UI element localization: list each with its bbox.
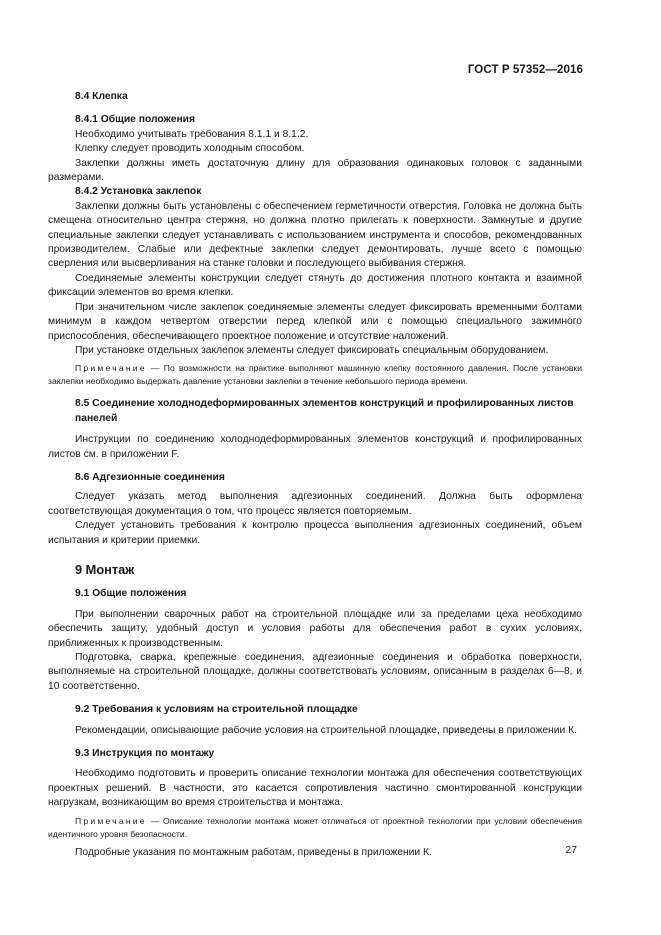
paragraph: Клепку следует проводить холодным способом. [75, 143, 305, 155]
section-8-4-2-heading: 8.4.2 Установка заклепок [75, 186, 202, 198]
paragraph: Следует указать метод выполнения адгезионных соединений. Должна быть оформлена соответствующая документация о том, что процесс является повторяемым. [48, 491, 582, 517]
paragraph: Заклепки должны быть установлены с обеспечением герметичности отверстия. Головка не должна быть смещена относительно центра стержня, но должна плотно прилегать к поверхности. Замкнутые и другие специальные заклепки следует устанавливать с использованием инструмента и способов, рекомендованных производителем. Слабые или дефектные заклепки следует демонтировать, лучше всего с помощью сверления или высверливания на станке головки и последующего выбивания стержня. [48, 200, 582, 270]
section-8-4-heading: 8.4 Клепка [75, 91, 128, 102]
paragraph: При значительном числе заклепок соединяемые элементы следует фиксировать временными болтами минимум в каждом четвертом отверстии перед клепкой или с помощью специального зажимного приспособления, обеспечивающего проектное положение и отсутствие наложений. [48, 301, 582, 342]
note-label: Примечание [75, 363, 147, 374]
section-8-6-heading: 8.6 Адгезионные соединения [75, 471, 225, 483]
section-9-heading: 9 Монтаж [75, 561, 135, 577]
note [48, 362, 582, 388]
section-8-5-heading: 8.5 Соединение холоднодеформированных элементов конструкций и профилированных листов панелей [75, 398, 574, 424]
paragraph: Заклепки должны иметь достаточную длину для образования одинаковых головок с заданными размерами. [48, 157, 582, 184]
paragraph: Необходимо учитывать требования 8.1.1 и 8.1.2. [75, 128, 309, 140]
paragraph: Необходимо подготовить и проверить описание технологии монтажа для обеспечения соответствующих проектных решений. В частности, это касается сопротивления частично смонтированной конструкции нагрузкам, возникающим во время строительства и монтажа. [48, 768, 582, 809]
paragraph: При установке отдельных заклепок элементы следует фиксировать специальным оборудованием. [75, 344, 549, 356]
note [48, 815, 582, 841]
note-text: — Описание технологии монтажа может отличаться от проектной технологии при условии обеспечения идентичного уровня безопасности. [48, 815, 582, 839]
note-text: — По возможности на практике выполняют машинную клепку постоянного давления. После установки заклепки необходимо выдержать давление установки заклепки в течение небольшого периода времени. [48, 363, 582, 387]
section-8-4-1-heading: 8.4.1 Общие положения [75, 114, 195, 126]
paragraph: При выполнении сварочных работ на строительной площадке или за пределами цеха необходимо обеспечить защиту, удобный доступ и условия работы для обеспечения работ в сухих условиях, приближенных к производственным. [48, 608, 582, 649]
paragraph: Соединяемые элементы конструкции следует стянуть до достижения плотного контакта и взаимной фиксации элементов во время клепки. [48, 272, 582, 299]
note-label: Примечание [75, 815, 147, 826]
paragraph: Инструкции по соединению холоднодеформированных элементов конструкций и профилированных листов см. в приложении F. [48, 434, 582, 460]
paragraph: Следует установить требования к контролю процесса выполнения адгезионных соединений, объем испытания и критерии приемки. [48, 520, 582, 546]
paragraph: Подробные указания по монтажным работам, приведены в приложении К. [75, 846, 432, 858]
paragraph: Рекомендации, описывающие рабочие условия на строительной площадке, приведены в приложении К. [75, 724, 577, 736]
section-9-2-heading: 9.2 Требования к условиям на строительной площадке [75, 704, 358, 716]
page-content [48, 90, 582, 860]
paragraph: Подготовка, сварка, крепежные соединения, адгезионные соединения и обработка поверхности, выполняемые на строительной площадке, должны соответствовать условиям, описанным в разделах 6—8, и 10 соответственно. [48, 652, 582, 692]
document-header: ГОСТ Р 57352—2016 [467, 64, 583, 76]
page-number: 27 [565, 845, 577, 856]
section-9-1-heading: 9.1 Общие положения [75, 588, 187, 600]
section-9-3-heading: 9.3 Инструкция по монтажу [75, 748, 215, 760]
